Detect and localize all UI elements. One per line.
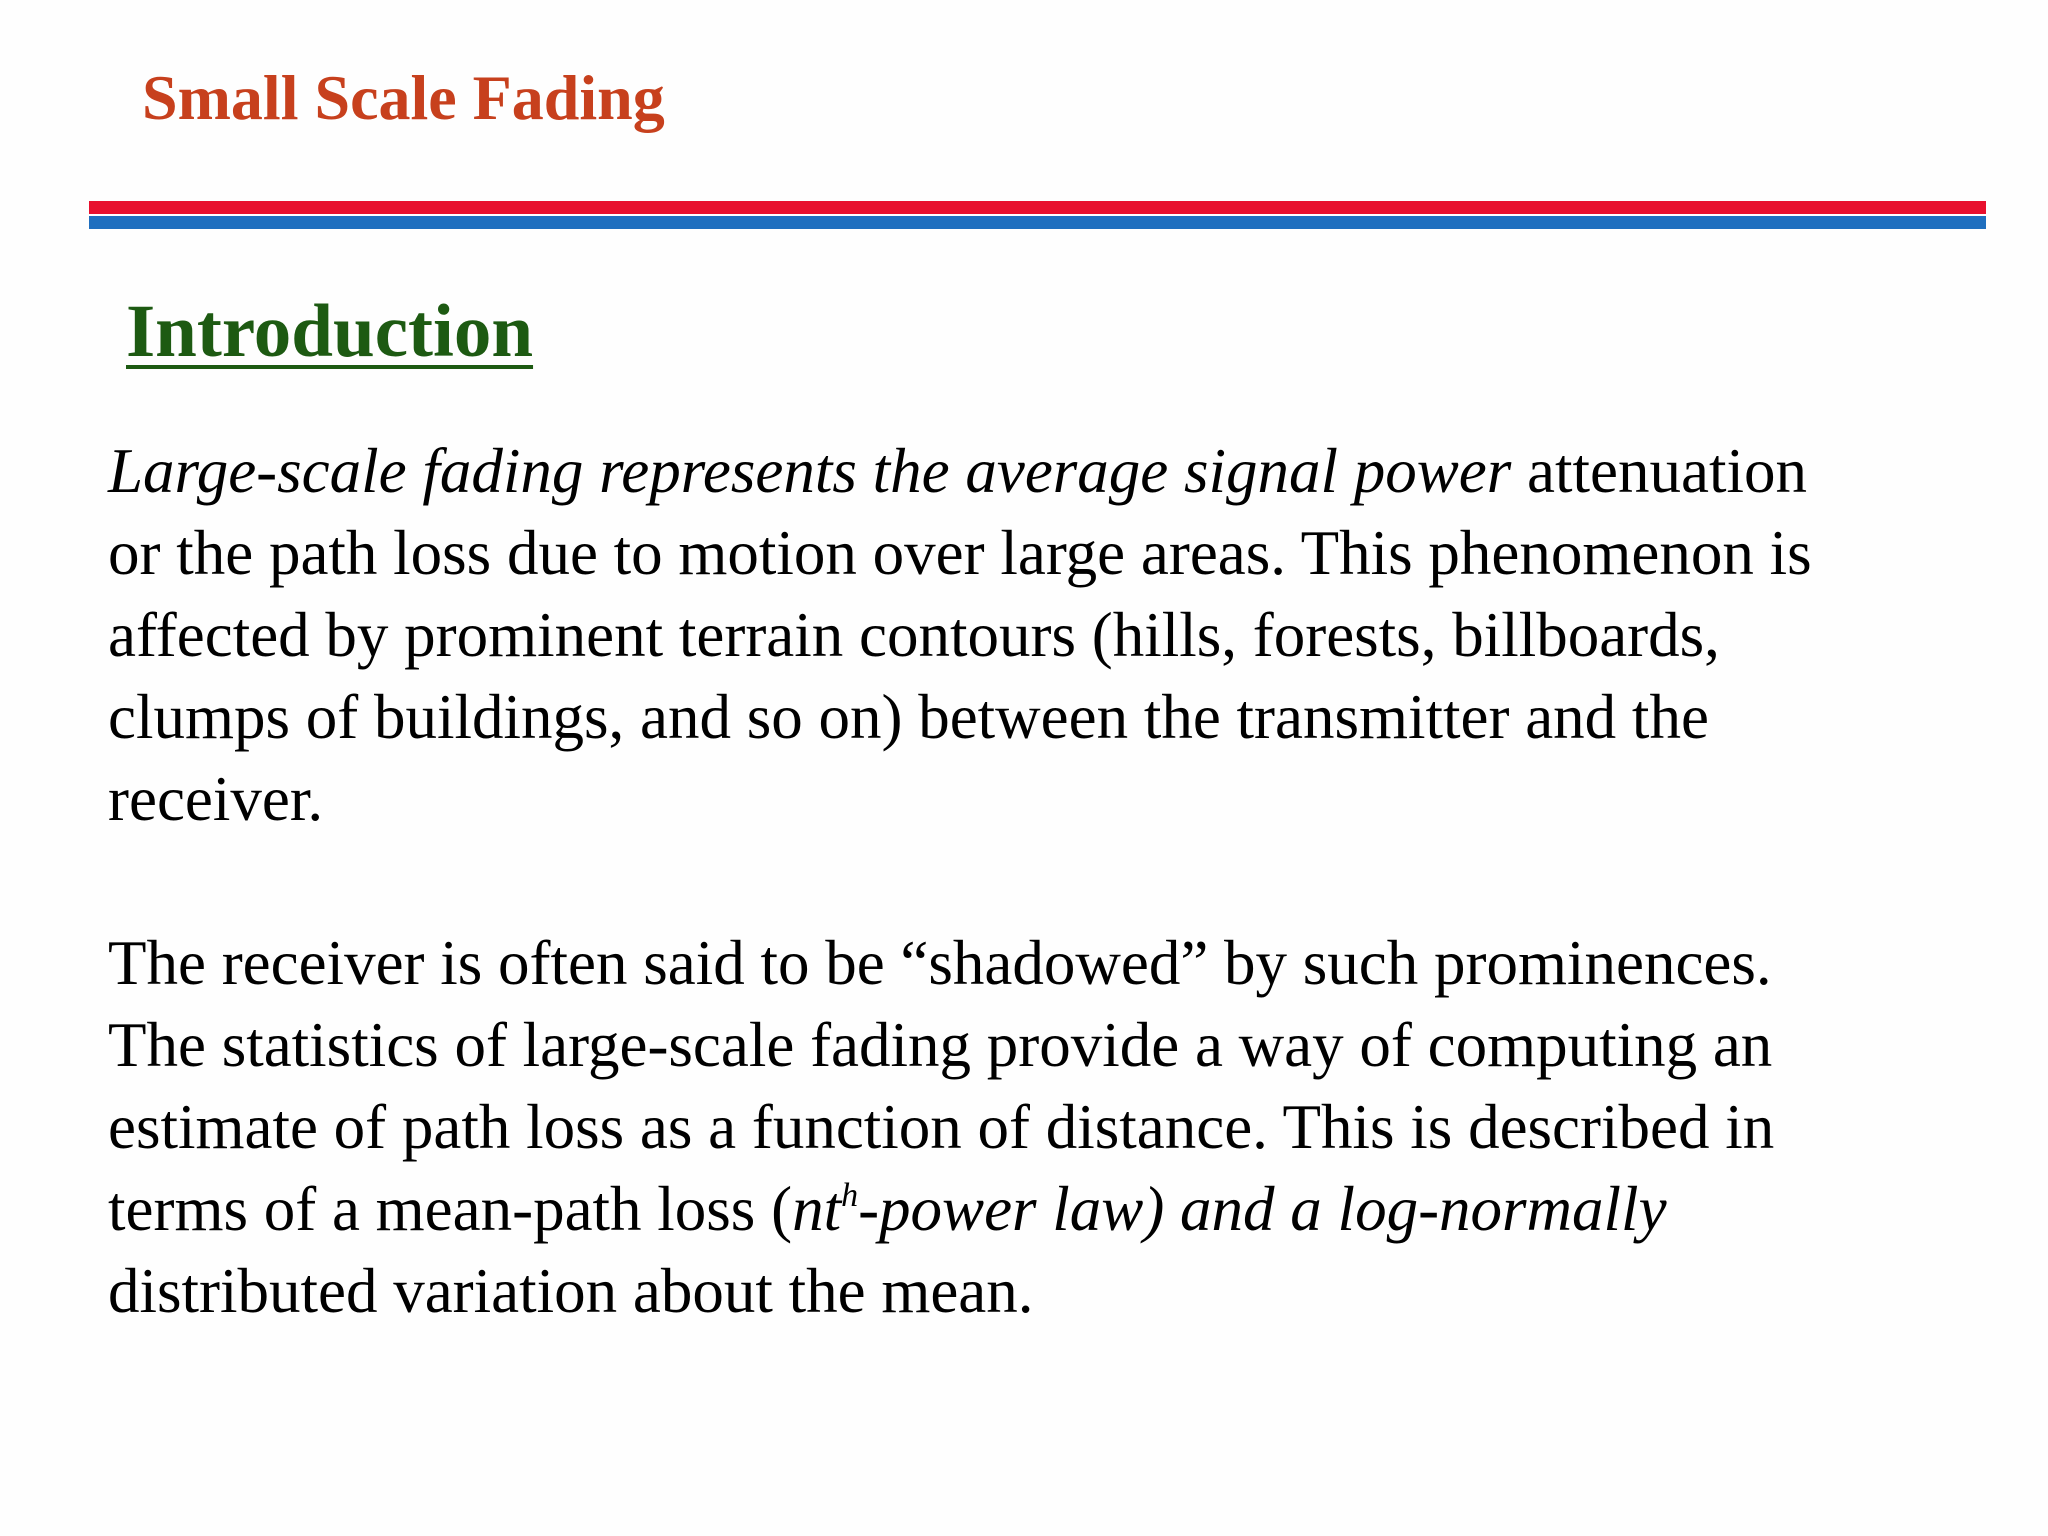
italic-nt: nt bbox=[792, 1174, 842, 1244]
paragraph-line bbox=[108, 1168, 1988, 1250]
header-rule-red bbox=[89, 201, 1986, 214]
paragraph-line: receiver. bbox=[108, 764, 324, 834]
paragraph-line: The receiver is often said to be “shadowed” by such prominences. bbox=[108, 928, 1772, 998]
section-heading: Introduction bbox=[126, 290, 534, 373]
header-rule-blue bbox=[89, 216, 1986, 229]
paragraph-shadowing bbox=[108, 922, 1988, 1332]
paragraph-line: affected by prominent terrain contours (hills, forests, billboards, bbox=[108, 600, 1720, 670]
superscript-h: h bbox=[841, 1177, 859, 1214]
paragraph-line bbox=[108, 430, 1988, 512]
paragraph-line: or the path loss due to motion over large areas. This phenomenon is bbox=[108, 518, 1812, 588]
paragraph-line: clumps of buildings, and so on) between the transmitter and the bbox=[108, 682, 1709, 752]
text-run: terms of a mean-path loss ( bbox=[108, 1174, 793, 1244]
paragraph-large-scale-fading bbox=[108, 430, 1988, 840]
italic-phrase: -power law) and a log-normally bbox=[858, 1174, 1667, 1244]
paragraph-line: distributed variation about the mean. bbox=[108, 1256, 1034, 1326]
italic-phrase: Large-scale fading represents the average signal power bbox=[108, 436, 1512, 506]
paragraph-line: The statistics of large-scale fading provide a way of computing an bbox=[108, 1010, 1773, 1080]
text-run: attenuation bbox=[1511, 436, 1807, 506]
slide-title: Small Scale Fading bbox=[142, 62, 665, 133]
paragraph-line: estimate of path loss as a function of distance. This is described in bbox=[108, 1092, 1775, 1162]
